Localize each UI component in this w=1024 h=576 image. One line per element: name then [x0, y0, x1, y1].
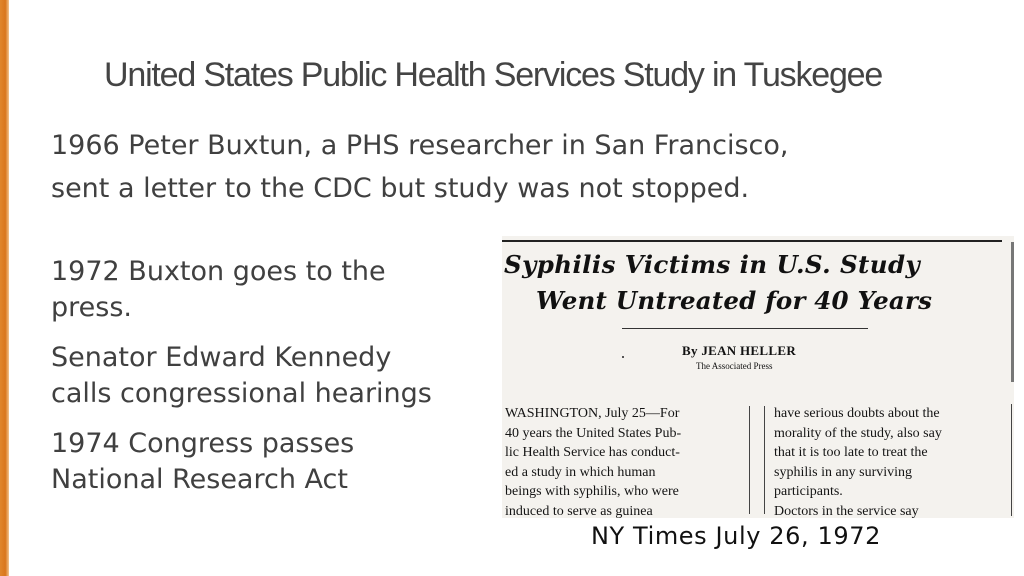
column-line: have serious doubts about the [774, 406, 940, 421]
bullet-line: calls congressional hearings [51, 378, 432, 409]
column-line: induced to serve as guinea [505, 503, 653, 519]
clipping-speck [622, 356, 624, 358]
column-line: 40 years the United States Pub- [505, 425, 682, 441]
intro-paragraph [51, 124, 971, 210]
clipping-headline-line: Syphilis Victims in U.S. Study [504, 250, 921, 279]
clipping-edge [1011, 242, 1014, 382]
clipping-caption: NY Times July 26, 1972 [591, 522, 881, 550]
clipping-headline-line: Went Untreated for 40 Years [536, 286, 933, 315]
slide-title: United States Public Health Services Study in Tuskegee [104, 56, 883, 94]
column-divider [749, 406, 750, 514]
bullet-line: press. [51, 292, 132, 323]
intro-line: 1966 Peter Buxtun, a PHS researcher in San Francisco, [51, 130, 789, 161]
bullet-list [51, 254, 491, 512]
bullet-line: Senator Edward Kennedy [51, 342, 392, 373]
column-line: morality of the study, also say [774, 425, 942, 441]
clipping-byline: By JEAN HELLER [682, 343, 797, 358]
column-line: lic Health Service has conduct- [505, 445, 680, 460]
newspaper-clipping [502, 236, 1014, 518]
column-line: participants. [774, 484, 843, 499]
accent-bar [0, 0, 9, 576]
column-line: that it is too late to treat the [774, 445, 928, 460]
column-line: syphilis in any surviving [774, 464, 913, 480]
clipping-column-right [774, 404, 1012, 521]
bullet-item [51, 254, 491, 326]
intro-line: sent a letter to the CDC but study was not stopped. [51, 173, 750, 204]
clipping-column-left [505, 404, 748, 521]
column-line: Doctors in the service say [774, 503, 919, 519]
bullet-line: 1972 Buxton goes to the [51, 256, 386, 287]
bullet-item [51, 426, 491, 498]
bullet-line: National Research Act [51, 464, 348, 495]
column-divider [1011, 404, 1012, 516]
clipping-agency: The Associated Press [696, 361, 773, 371]
bullet-line: 1974 Congress passes [51, 428, 355, 459]
column-divider [764, 406, 765, 514]
column-line: beings with syphilis, who were [505, 484, 679, 499]
bullet-item [51, 340, 491, 412]
clipping-divider [622, 328, 868, 329]
column-line: ed a study in which human [505, 464, 656, 480]
clipping-top-rule [502, 240, 1002, 242]
column-line: WASHINGTON, July 25—For [505, 406, 680, 421]
